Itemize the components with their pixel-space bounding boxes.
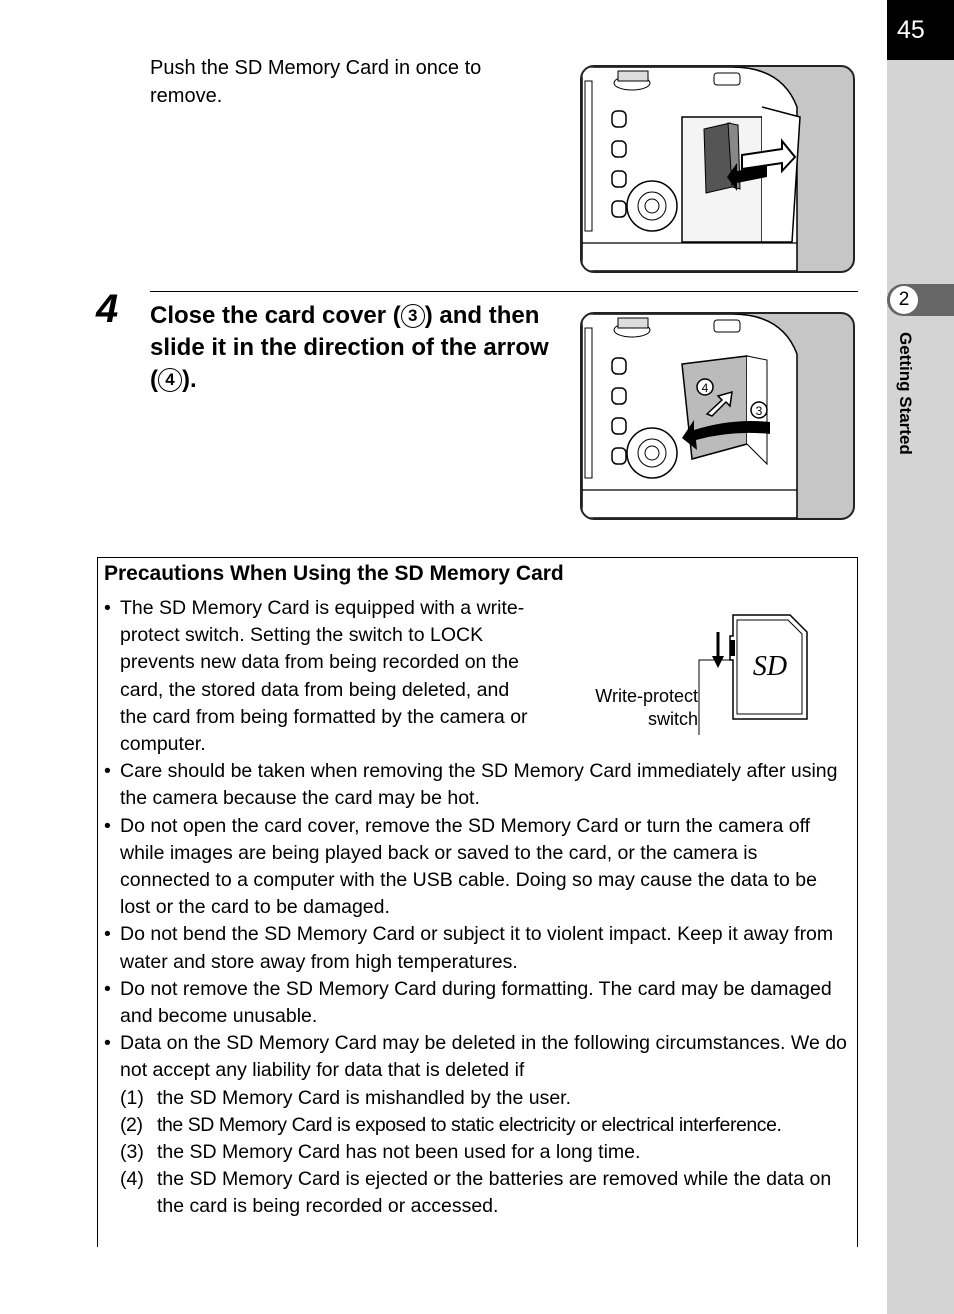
circled-number-4: 4 — [158, 368, 182, 392]
remove-card-instruction: Push the SD Memory Card in once to remove. — [150, 57, 482, 107]
circumstance-item: (1) the SD Memory Card is mishandled by the user. — [120, 1086, 572, 1109]
remove-card-illustration — [580, 65, 855, 273]
section-divider — [150, 291, 858, 292]
arrow3-label: 3 — [755, 404, 763, 418]
close-cover-illustration — [580, 312, 855, 520]
write-protect-label: Write-protect switch — [595, 686, 698, 729]
chapter-sidebar — [887, 0, 954, 1314]
list-item: • Do not open the card cover, remove the SD Memory Card or turn the camera off while images are being played back or saved to the card, or the camera is connected to a computer with the USB cable. Doing so may cause the data to be lost or the card to be damaged. — [104, 814, 817, 919]
arrow4-label: 4 — [701, 381, 709, 395]
circled-number-3: 3 — [401, 304, 425, 328]
chapter-number: 2 — [890, 286, 918, 314]
step-number: 4 — [96, 287, 119, 331]
list-item: • Do not remove the SD Memory Card during formatting. The card may be damaged and become unusable. — [104, 977, 832, 1028]
list-item: • Do not bend the SD Memory Card or subject it to violent impact. Keep it away from water and store away from high temperatures. — [104, 923, 834, 973]
list-item: • Care should be taken when removing the SD Memory Card immediately after using the camera because the card may be hot. — [104, 760, 838, 810]
chapter-title: Getting Started — [896, 332, 915, 455]
circumstances-list — [120, 1085, 852, 1221]
circumstance-item: (2) the SD Memory Card is exposed to static electricity or electrical interference. — [120, 1113, 782, 1136]
list-item: • Data on the SD Memory Card may be deleted in the following circumstances. We do not accept any liability for data that is deleted if (1) the SD Memory Card is mishandled by the user. (2) the SD Memory Card is exposed to static electricity or electrical interference. (3) the SD Memory Card has not been used for a long time. (4) the SD Memory Card is ejected or the batteries are removed while the data on the card is being recorded or accessed. — [104, 1030, 852, 1220]
circumstance-item: (3) the SD Memory Card has not been used for a long time. — [120, 1141, 641, 1164]
step-instruction: Close the card cover ( 3 ) and then slide it in the direction of the arrow ( 4 ). — [150, 302, 549, 393]
list-item: • The SD Memory Card is equipped with a write-protect switch. Setting the switch to LOCK prevents new data from being recorded on the card, the stored data from being deleted, and the card from being formatted by the camera or computer. — [104, 597, 528, 756]
sd-logo: SD — [752, 651, 788, 682]
circumstance-item: (4) the SD Memory Card is ejected or the batteries are removed while the data on the card is being recorded or accessed. — [120, 1168, 832, 1218]
precautions-title: Precautions When Using the SD Memory Card — [104, 562, 564, 585]
page-number: 45 — [887, 0, 954, 60]
